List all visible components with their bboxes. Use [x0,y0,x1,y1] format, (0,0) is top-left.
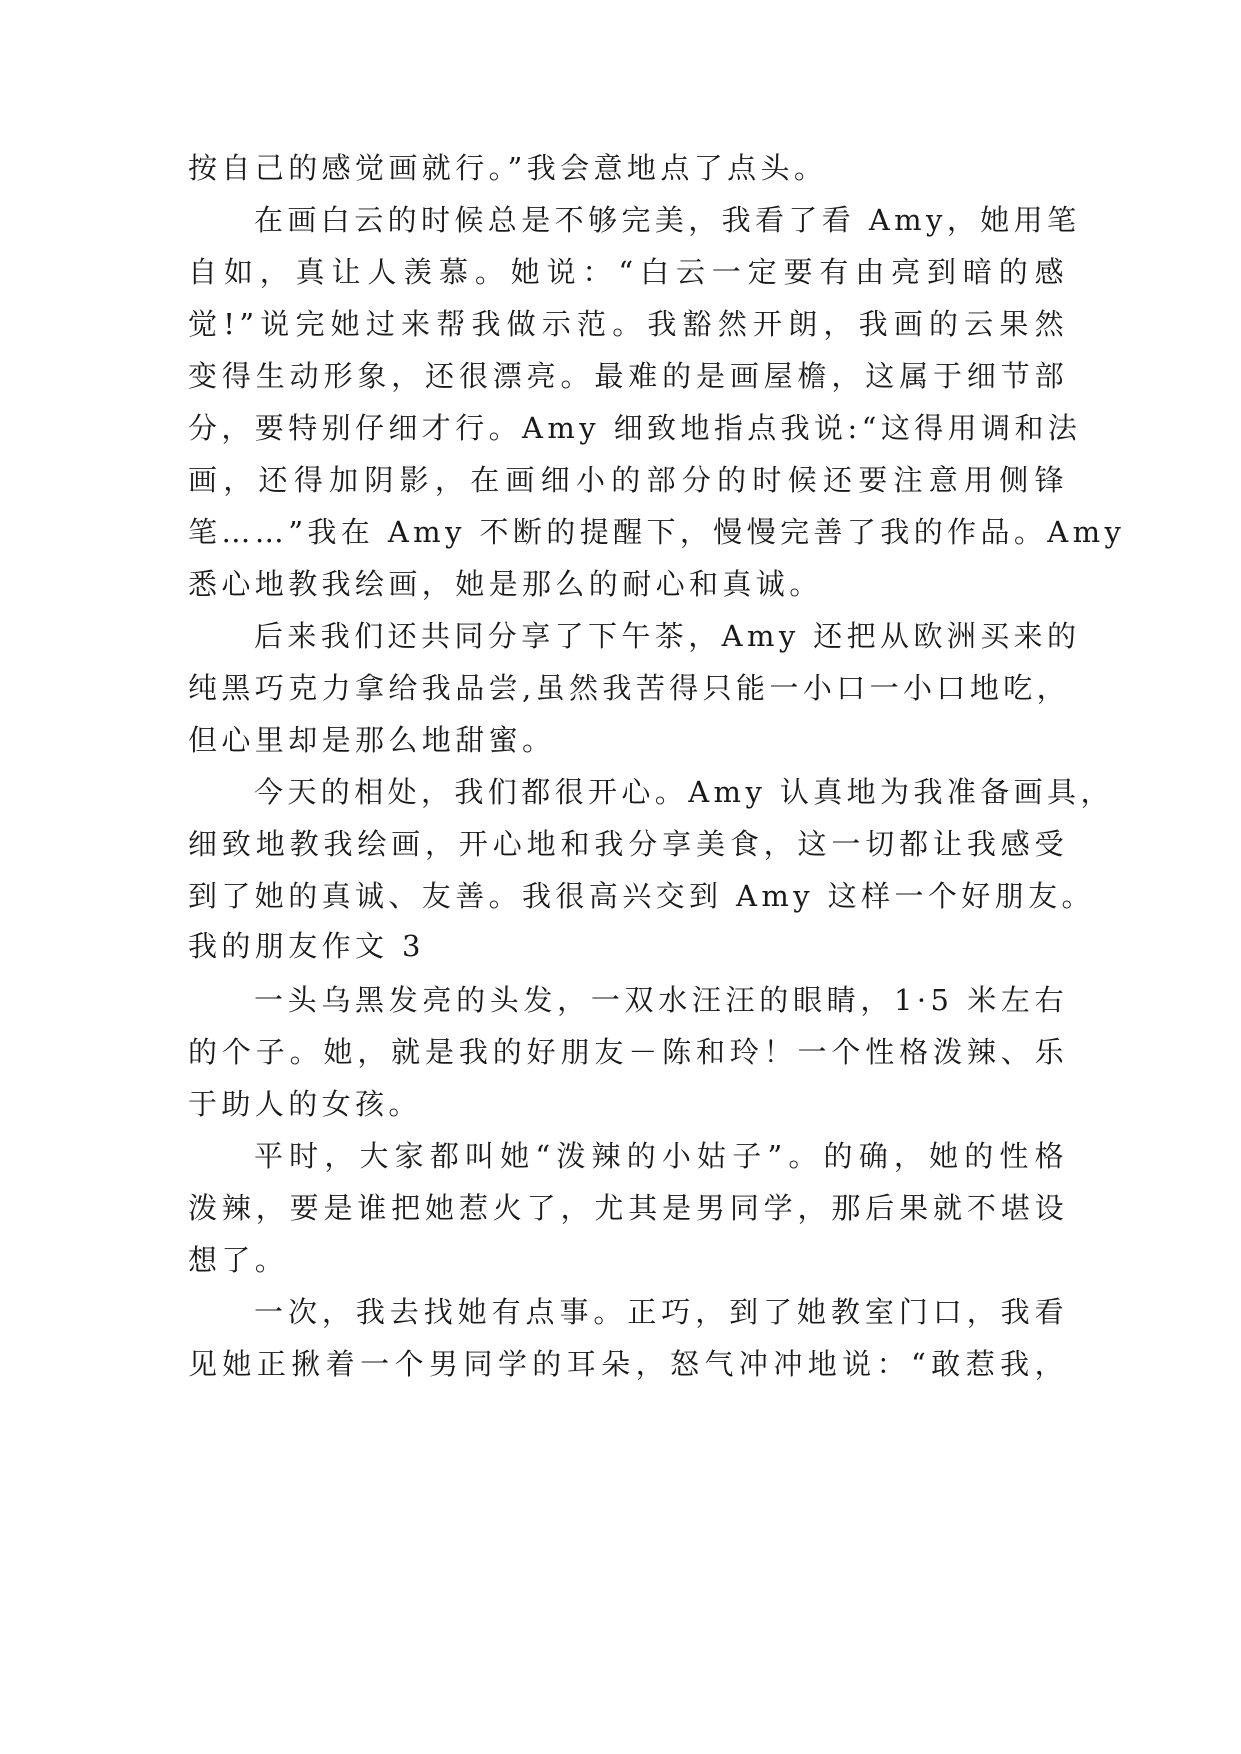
text-line: 笔……”我在 Amy 不断的提醒下，慢慢完善了我的作品。Amy [188,515,1126,549]
text-line: 于助人的女孩。 [188,1087,422,1121]
text-line: 想了。 [188,1243,289,1277]
text-line: 细致地教我绘画，开心地和我分享美食，这一切都让我感受 [188,827,1068,861]
text-line: 变得生动形象，还很漂亮。最难的是画屋檐，这属于细节部 [188,359,1068,393]
text-line: 的个子。她，就是我的好朋友－陈和玲！一个性格泼辣、乐 [188,1035,1068,1069]
paragraph-first-line: 一次，我去找她有点事。正巧，到了她教室门口，我看 [254,1295,1068,1329]
text-line: 悉心地教我绘画，她是那么的耐心和真诚。 [188,567,823,601]
paragraph-first-line: 今天的相处，我们都很开心。Amy 认真地为我准备画具， [254,775,1114,809]
text-line: 见她正揪着一个男同学的耳朵，怒气冲冲地说：“敢惹我， [188,1347,1068,1381]
text-line: 觉!”说完她过来帮我做示范。我豁然开朗，我画的云果然 [188,307,1068,341]
paragraph-first-line: 在画白云的时候总是不够完美，我看了看 Amy，她用笔 [254,203,1081,237]
section-heading: 我的朋友作文 3 [188,929,425,963]
paragraph-first-line: 平时，大家都叫她“泼辣的小姑子”。的确，她的性格 [254,1139,1068,1173]
text-line: 纯黑巧克力拿给我品尝,虽然我苦得只能一小口一小口地吃， [188,671,1071,705]
text-line: 按自己的感觉画就行。”我会意地点了点头。 [188,151,828,185]
paragraph-first-line: 一头乌黑发亮的头发，一双水汪汪的眼睛，1·5 米左右 [254,983,1068,1017]
text-line: 分，要特别仔细才行。Amy 细致地指点我说:“这得用调和法 [188,411,1082,445]
text-line: 泼辣，要是谁把她惹火了，尤其是男同学，那后果就不堪设 [188,1191,1068,1225]
text-line: 画，还得加阴影，在画细小的部分的时候还要注意用侧锋 [188,463,1068,497]
text-line: 但心里却是那么地甜蜜。 [188,723,556,757]
paragraph-first-line: 后来我们还共同分享了下午茶，Amy 还把从欧洲买来的 [254,619,1081,653]
text-line: 到了她的真诚、友善。我很高兴交到 Amy 这样一个好朋友。 [188,879,1095,913]
text-line: 自如，真让人羡慕。她说：“白云一定要有由亮到暗的感 [188,255,1068,289]
